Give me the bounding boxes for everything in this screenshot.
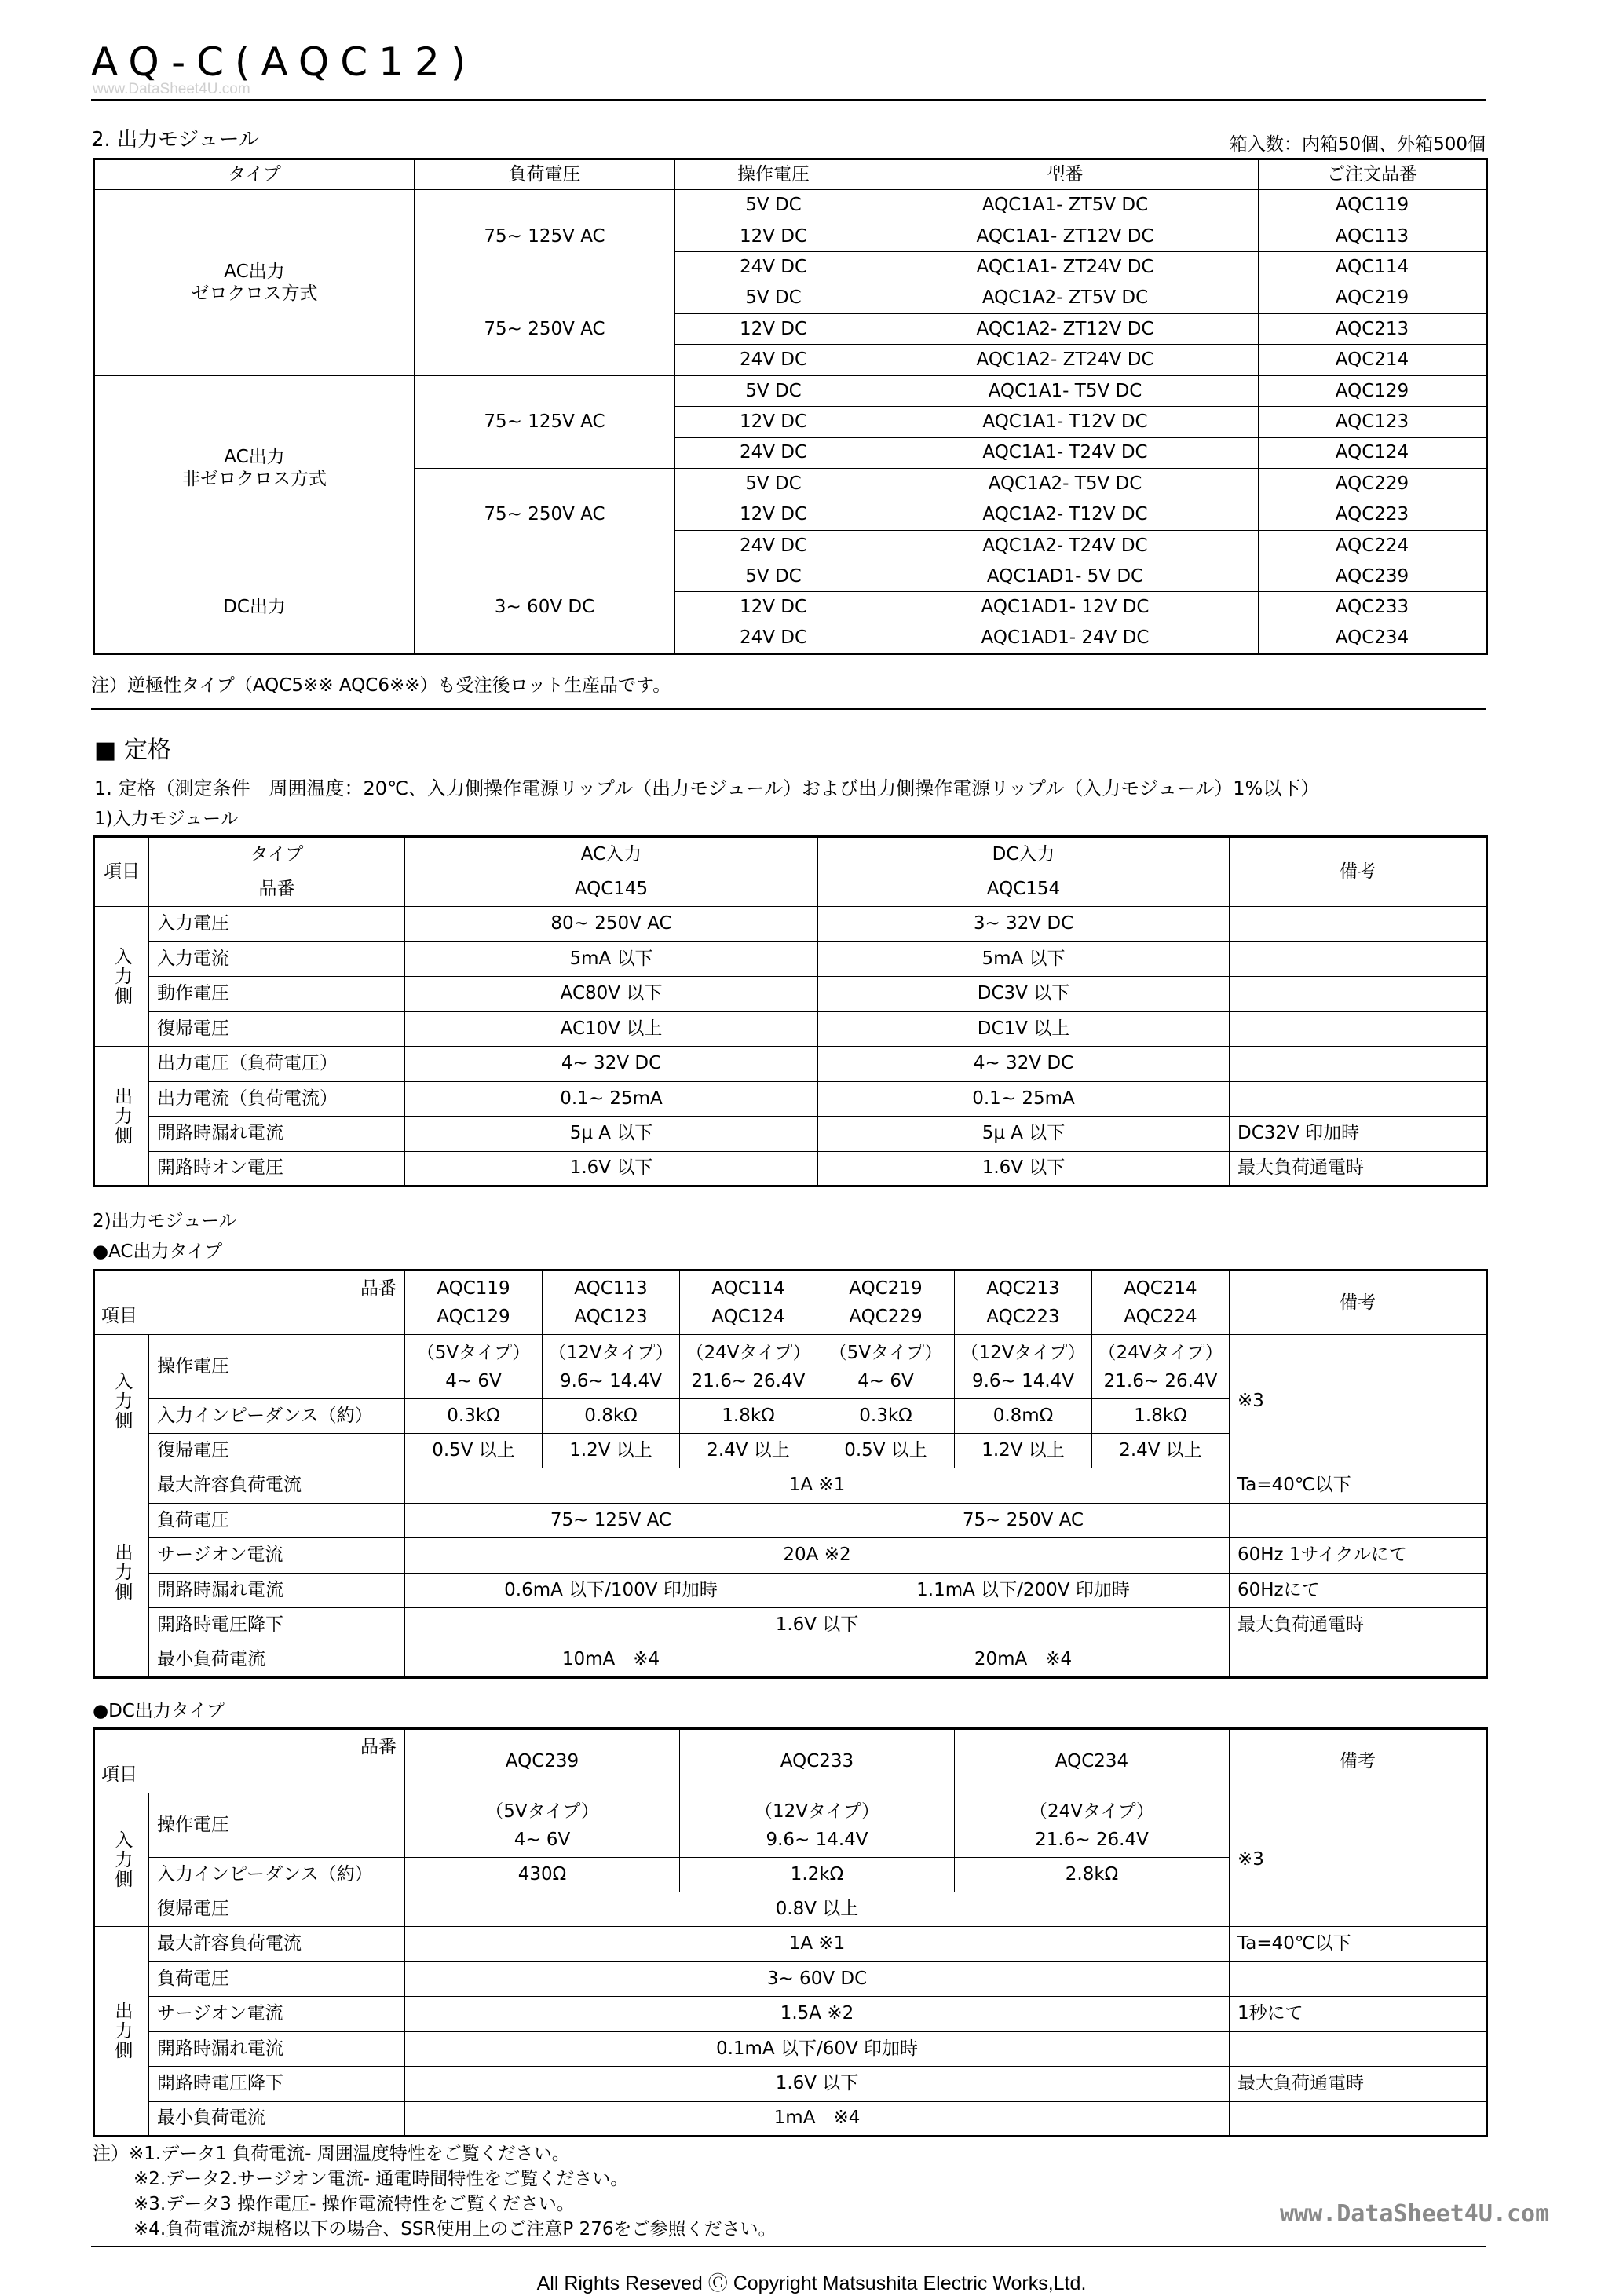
row-label: 最小負荷電流 bbox=[149, 1643, 405, 1678]
row-label: サージオン電流 bbox=[149, 1538, 405, 1574]
item-label: 項目 bbox=[101, 1764, 137, 1786]
op-voltage-cell: 12V DC bbox=[675, 592, 872, 623]
op-voltage-cell bbox=[955, 1335, 1092, 1399]
value-cell: 1mA ※4 bbox=[405, 2101, 1230, 2137]
op-voltage-cell: 5V DC bbox=[675, 561, 872, 592]
model-cell: AQC1A1- T5V DC bbox=[872, 375, 1259, 406]
remark-cell bbox=[1230, 1643, 1487, 1678]
cell-line: （5Vタイプ） bbox=[416, 1342, 531, 1363]
load-voltage-cell: 75~ 250V AC bbox=[415, 468, 675, 561]
op-voltage-cell bbox=[405, 1335, 543, 1399]
cell-line: AQC119 bbox=[437, 1278, 510, 1299]
op-voltage-cell: 5V DC bbox=[675, 283, 872, 313]
item-header: 項目 bbox=[94, 837, 149, 907]
cell-line: AC出力 bbox=[224, 447, 285, 468]
remark-cell bbox=[1230, 2031, 1487, 2067]
part-number: AQC145 bbox=[405, 872, 818, 907]
table-row bbox=[94, 1468, 1487, 1504]
table-row bbox=[94, 1117, 1487, 1152]
value-cell: 0.6mA 以下/100V 印加時 bbox=[405, 1573, 817, 1608]
order-number-cell: AQC119 bbox=[1259, 190, 1487, 221]
row-label: 負荷電圧 bbox=[149, 1961, 405, 1997]
order-number-cell: AQC223 bbox=[1259, 499, 1487, 530]
type-cell bbox=[94, 375, 415, 561]
order-number-cell: AQC129 bbox=[1259, 375, 1487, 406]
cell-line: AQC214 bbox=[1124, 1278, 1197, 1299]
remark-cell: Ta=40℃以下 bbox=[1230, 1468, 1487, 1504]
value-cell: 1.6V 以下 bbox=[405, 1151, 818, 1186]
row-label: 入力インピーダンス（約） bbox=[149, 1399, 405, 1434]
order-number-cell: AQC239 bbox=[1259, 561, 1487, 592]
op-voltage-cell bbox=[817, 1335, 955, 1399]
row-label: 開路時オン電圧 bbox=[149, 1151, 405, 1186]
table-row bbox=[94, 837, 1487, 872]
footer-rule bbox=[91, 2246, 1486, 2247]
table-row bbox=[94, 375, 1487, 406]
value-cell: 0.1mA 以下/60V 印加時 bbox=[405, 2031, 1230, 2067]
row-label: 開路時電圧降下 bbox=[149, 1608, 405, 1643]
op-voltage-cell: 24V DC bbox=[675, 345, 872, 375]
part-number bbox=[817, 1270, 955, 1335]
side-label: 出力側 bbox=[94, 1927, 149, 2137]
impedance-cell: 0.3kΩ bbox=[405, 1399, 543, 1434]
cell-line: AQC213 bbox=[986, 1278, 1060, 1299]
impedance-cell: 1.2kΩ bbox=[680, 1858, 955, 1892]
type-cell bbox=[94, 190, 415, 375]
table-row bbox=[94, 2031, 1487, 2067]
op-voltage-cell bbox=[955, 1793, 1230, 1858]
op-voltage-cell: 24V DC bbox=[675, 252, 872, 283]
op-voltage-cell: 24V DC bbox=[675, 437, 872, 468]
cell-line: AQC129 bbox=[437, 1307, 510, 1327]
value-cell: DC3V 以下 bbox=[818, 977, 1230, 1012]
model-cell: AQC1AD1- 24V DC bbox=[872, 623, 1259, 653]
section-rule-1 bbox=[91, 708, 1486, 710]
part-number bbox=[405, 1270, 543, 1335]
value-cell: 0.1~ 25mA bbox=[405, 1081, 818, 1117]
model-cell: AQC1A1- ZT5V DC bbox=[872, 190, 1259, 221]
remark-cell bbox=[1230, 1961, 1487, 1997]
table-row bbox=[94, 1793, 1487, 1858]
recovery-voltage-cell: 1.2V 以上 bbox=[543, 1434, 680, 1468]
model-cell: AQC1AD1- 12V DC bbox=[872, 592, 1259, 623]
output-module-table bbox=[93, 158, 1488, 655]
cell-line: 9.6~ 14.4V bbox=[766, 1829, 868, 1850]
type-label: タイプ bbox=[149, 837, 405, 872]
row-label: 入力インピーダンス（約） bbox=[149, 1858, 405, 1892]
row-label: 復帰電圧 bbox=[149, 1434, 405, 1468]
impedance-cell: 2.8kΩ bbox=[955, 1858, 1230, 1892]
column-header: 操作電圧 bbox=[675, 159, 872, 190]
value-cell: 1.6V 以下 bbox=[405, 2067, 1230, 2102]
remark-cell: ※3 bbox=[1230, 1335, 1487, 1468]
row-label: 負荷電圧 bbox=[149, 1503, 405, 1538]
table-row bbox=[94, 1538, 1487, 1574]
cell-line: （12Vタイプ） bbox=[548, 1342, 674, 1363]
impedance-cell: 430Ω bbox=[405, 1858, 680, 1892]
cell-line: ゼロクロス方式 bbox=[191, 283, 318, 305]
input-module-table bbox=[93, 835, 1488, 1187]
packing-note: 箱入数：内箱50個、外箱500個 bbox=[1229, 134, 1486, 155]
cell-line: 4~ 6V bbox=[514, 1829, 571, 1850]
type-ac-input: AC入力 bbox=[405, 837, 818, 872]
remark-header: 備考 bbox=[1230, 837, 1487, 907]
part-number: AQC154 bbox=[818, 872, 1230, 907]
remark-cell bbox=[1230, 1047, 1487, 1082]
part-label: 品番 bbox=[360, 1737, 397, 1757]
value-cell: 0.1~ 25mA bbox=[818, 1081, 1230, 1117]
row-label: 復帰電圧 bbox=[149, 1011, 405, 1047]
row-label: 入力電圧 bbox=[149, 907, 405, 942]
part-number bbox=[1092, 1270, 1230, 1335]
value-cell: 20A ※2 bbox=[405, 1538, 1230, 1574]
model-cell: AQC1A2- T24V DC bbox=[872, 530, 1259, 561]
model-cell: AQC1A1- T24V DC bbox=[872, 437, 1259, 468]
part-number bbox=[543, 1270, 680, 1335]
remark-cell: 最大負荷通電時 bbox=[1230, 1151, 1487, 1186]
impedance-cell: 0.8mΩ bbox=[955, 1399, 1092, 1434]
part-number: AQC239 bbox=[405, 1729, 680, 1793]
op-voltage-cell: 12V DC bbox=[675, 499, 872, 530]
cell-line: AQC123 bbox=[574, 1307, 648, 1327]
column-header: 型番 bbox=[872, 159, 1259, 190]
cell-line: AQC114 bbox=[711, 1278, 785, 1299]
table-row bbox=[94, 1643, 1487, 1678]
column-header: ご注文品番 bbox=[1259, 159, 1487, 190]
op-voltage-cell: 12V DC bbox=[675, 313, 872, 344]
recovery-voltage-cell: 0.5V 以上 bbox=[405, 1434, 543, 1468]
cell-line: （5Vタイプ） bbox=[485, 1801, 599, 1822]
cell-line: 21.6~ 26.4V bbox=[691, 1370, 806, 1391]
model-cell: AQC1A1- ZT12V DC bbox=[872, 221, 1259, 251]
table-row bbox=[94, 1503, 1487, 1538]
cell-line: AQC223 bbox=[986, 1307, 1060, 1327]
table-row bbox=[94, 190, 1487, 221]
model-cell: AQC1A2- T12V DC bbox=[872, 499, 1259, 530]
op-voltage-cell bbox=[1092, 1335, 1230, 1399]
cell-line: DC出力 bbox=[223, 597, 286, 618]
op-voltage-cell: 12V DC bbox=[675, 221, 872, 251]
reverse-polarity-note: 注）逆極性タイプ（AQC5※※ AQC6※※）も受注後ロット生産品です。 bbox=[91, 675, 671, 696]
remark-cell: 60Hzにて bbox=[1230, 1573, 1487, 1608]
value-cell: 4~ 32V DC bbox=[818, 1047, 1230, 1082]
order-number-cell: AQC113 bbox=[1259, 221, 1487, 251]
value-cell: 1.5A ※2 bbox=[405, 1997, 1230, 2032]
cell-line: 4~ 6V bbox=[857, 1370, 914, 1391]
remark-cell: 1秒にて bbox=[1230, 1997, 1487, 2032]
op-voltage-cell: 5V DC bbox=[675, 468, 872, 499]
watermark-bottom: www.DataSheet4U.com bbox=[1280, 2200, 1550, 2228]
remark-header: 備考 bbox=[1230, 1729, 1487, 1793]
cell-line: AQC113 bbox=[574, 1278, 648, 1299]
order-number-cell: AQC114 bbox=[1259, 252, 1487, 283]
value-cell: 75~ 125V AC bbox=[405, 1503, 817, 1538]
value-cell: 5mA 以下 bbox=[405, 941, 818, 977]
row-label: 操作電圧 bbox=[149, 1335, 405, 1399]
value-cell: 1A ※1 bbox=[405, 1468, 1230, 1504]
part-label: 品番 bbox=[360, 1278, 397, 1299]
part-item-header bbox=[94, 1729, 405, 1793]
cell-line: （5Vタイプ） bbox=[828, 1342, 943, 1363]
row-label: 最大許容負荷電流 bbox=[149, 1468, 405, 1504]
part-label: 品番 bbox=[149, 872, 405, 907]
cell-line: 21.6~ 26.4V bbox=[1035, 1829, 1149, 1850]
op-voltage-cell bbox=[405, 1793, 680, 1858]
table-row bbox=[94, 1011, 1487, 1047]
model-cell: AQC1A1- ZT24V DC bbox=[872, 252, 1259, 283]
order-number-cell: AQC234 bbox=[1259, 623, 1487, 653]
remark-cell: 最大負荷通電時 bbox=[1230, 1608, 1487, 1643]
model-cell: AQC1A2- T5V DC bbox=[872, 468, 1259, 499]
table-row bbox=[94, 1608, 1487, 1643]
load-voltage-cell: 75~ 125V AC bbox=[415, 190, 675, 283]
value-cell: DC1V 以上 bbox=[818, 1011, 1230, 1047]
value-cell: 1.6V 以下 bbox=[818, 1151, 1230, 1186]
cell-line: AQC124 bbox=[711, 1307, 785, 1327]
part-number: AQC234 bbox=[955, 1729, 1230, 1793]
cell-line: （24Vタイプ） bbox=[1029, 1801, 1155, 1822]
impedance-cell: 0.8kΩ bbox=[543, 1399, 680, 1434]
output-module-title: 2)出力モジュール bbox=[93, 1211, 237, 1231]
rating-note-3: ※3.データ3 操作電圧- 操作電流特性をご覧ください。 bbox=[133, 2194, 575, 2214]
value-cell: 80~ 250V AC bbox=[405, 907, 818, 942]
type-dc-input: DC入力 bbox=[818, 837, 1230, 872]
ratings-conditions: 1. 定格（測定条件 周囲温度：20℃、入力側操作電源リップル（出力モジュール）および出力側操作電源リップル（入力モジュール）1%以下） bbox=[94, 777, 1320, 799]
table-row bbox=[94, 941, 1487, 977]
value-cell: 5μ A 以下 bbox=[405, 1117, 818, 1152]
table-row bbox=[94, 907, 1487, 942]
table-row bbox=[94, 1729, 1487, 1793]
cell-line: AQC219 bbox=[849, 1278, 923, 1299]
row-label: 最大許容負荷電流 bbox=[149, 1927, 405, 1962]
value-cell: AC10V 以上 bbox=[405, 1011, 818, 1047]
op-voltage-cell bbox=[680, 1793, 955, 1858]
row-label: 開路時電圧降下 bbox=[149, 2067, 405, 2102]
row-label: 開路時漏れ電流 bbox=[149, 1573, 405, 1608]
cell-line: （12Vタイプ） bbox=[754, 1801, 880, 1822]
rating-note-2: ※2.データ2.サージオン電流- 通電時間特性をご覧ください。 bbox=[133, 2169, 629, 2189]
side-label: 入力側 bbox=[94, 1793, 149, 1927]
side-label: 出力側 bbox=[94, 1047, 149, 1186]
table-row bbox=[94, 1151, 1487, 1186]
order-number-cell: AQC124 bbox=[1259, 437, 1487, 468]
op-voltage-cell: 24V DC bbox=[675, 623, 872, 653]
item-label: 項目 bbox=[101, 1306, 137, 1327]
table-row bbox=[94, 1961, 1487, 1997]
remark-cell bbox=[1230, 1011, 1487, 1047]
load-voltage-cell: 3~ 60V DC bbox=[415, 561, 675, 654]
value-cell: 1A ※1 bbox=[405, 1927, 1230, 1962]
type-cell bbox=[94, 561, 415, 654]
part-number: AQC233 bbox=[680, 1729, 955, 1793]
input-module-title: 1)入力モジュール bbox=[94, 809, 239, 829]
order-number-cell: AQC229 bbox=[1259, 468, 1487, 499]
recovery-voltage-cell: 0.8V 以上 bbox=[405, 1892, 1230, 1927]
cell-line: （24Vタイプ） bbox=[685, 1342, 811, 1363]
value-cell: 10mA ※4 bbox=[405, 1643, 817, 1678]
table-row bbox=[94, 977, 1487, 1012]
remark-cell bbox=[1230, 1503, 1487, 1538]
row-label: 復帰電圧 bbox=[149, 1892, 405, 1927]
table-row bbox=[94, 1270, 1487, 1335]
side-label: 入力側 bbox=[94, 1335, 149, 1468]
remark-header: 備考 bbox=[1230, 1270, 1487, 1335]
section-output-title: 2. 出力モジュール bbox=[91, 128, 260, 152]
cell-line: AC出力 bbox=[224, 261, 285, 283]
dc-output-table bbox=[93, 1727, 1488, 2137]
part-number bbox=[680, 1270, 817, 1335]
table-row bbox=[94, 1335, 1487, 1399]
value-cell: 75~ 250V AC bbox=[817, 1503, 1230, 1538]
rating-note-1: 注）※1.データ1 負荷電流- 周囲温度特性をご覧ください。 bbox=[93, 2144, 570, 2164]
part-item-header bbox=[94, 1270, 405, 1335]
op-voltage-cell bbox=[680, 1335, 817, 1399]
value-cell: 1.1mA 以下/200V 印加時 bbox=[817, 1573, 1230, 1608]
cell-line: 9.6~ 14.4V bbox=[971, 1370, 1075, 1391]
table-row bbox=[94, 1927, 1487, 1962]
row-label: 動作電圧 bbox=[149, 977, 405, 1012]
remark-cell: DC32V 印加時 bbox=[1230, 1117, 1487, 1152]
value-cell: AC80V 以下 bbox=[405, 977, 818, 1012]
table-row bbox=[94, 2067, 1487, 2102]
rating-note-4: ※4.負荷電流が規格以下の場合、SSR使用上のご注意P 276をご参照ください。 bbox=[133, 2219, 777, 2239]
order-number-cell: AQC233 bbox=[1259, 592, 1487, 623]
order-number-cell: AQC224 bbox=[1259, 530, 1487, 561]
table-row bbox=[94, 1047, 1487, 1082]
cell-line: 非ゼロクロス方式 bbox=[182, 469, 327, 490]
remark-cell bbox=[1230, 977, 1487, 1012]
remark-cell bbox=[1230, 941, 1487, 977]
table-row bbox=[94, 1081, 1487, 1117]
table-row bbox=[94, 561, 1487, 592]
ratings-heading: ■ 定格 bbox=[94, 737, 171, 764]
value-cell: 5mA 以下 bbox=[818, 941, 1230, 977]
column-header: 負荷電圧 bbox=[415, 159, 675, 190]
model-cell: AQC1A2- ZT12V DC bbox=[872, 313, 1259, 344]
row-label: 最小負荷電流 bbox=[149, 2101, 405, 2137]
recovery-voltage-cell: 2.4V 以上 bbox=[680, 1434, 817, 1468]
cell-line: 9.6~ 14.4V bbox=[559, 1370, 663, 1391]
model-cell: AQC1A1- T12V DC bbox=[872, 407, 1259, 437]
load-voltage-cell: 75~ 125V AC bbox=[415, 375, 675, 468]
side-label: 出力側 bbox=[94, 1468, 149, 1678]
header-rule bbox=[91, 99, 1486, 101]
cell-line: （12Vタイプ） bbox=[960, 1342, 1086, 1363]
remark-cell: 最大負荷通電時 bbox=[1230, 2067, 1487, 2102]
dc-output-type-title: ●DC出力タイプ bbox=[93, 1701, 225, 1721]
ac-output-type-title: ●AC出力タイプ bbox=[93, 1241, 223, 1262]
model-cell: AQC1A2- ZT24V DC bbox=[872, 345, 1259, 375]
op-voltage-cell: 5V DC bbox=[675, 190, 872, 221]
copyright: All Rights Reseved Ⓒ Copyright Matsushita Electric Works,Ltd. bbox=[536, 2272, 1087, 2294]
row-label: 出力電圧（負荷電圧） bbox=[149, 1047, 405, 1082]
remark-cell bbox=[1230, 2101, 1487, 2137]
load-voltage-cell: 75~ 250V AC bbox=[415, 283, 675, 375]
row-label: サージオン電流 bbox=[149, 1997, 405, 2032]
cell-line: 4~ 6V bbox=[445, 1370, 502, 1391]
order-number-cell: AQC213 bbox=[1259, 313, 1487, 344]
recovery-voltage-cell: 2.4V 以上 bbox=[1092, 1434, 1230, 1468]
watermark-top: www.DataSheet4U.com bbox=[93, 81, 250, 97]
row-label: 操作電圧 bbox=[149, 1793, 405, 1858]
cell-line: AQC229 bbox=[849, 1307, 923, 1327]
value-cell: 20mA ※4 bbox=[817, 1643, 1230, 1678]
side-label: 入力側 bbox=[94, 907, 149, 1047]
row-label: 入力電流 bbox=[149, 941, 405, 977]
value-cell: 3~ 32V DC bbox=[818, 907, 1230, 942]
cell-line: AQC224 bbox=[1124, 1307, 1197, 1327]
recovery-voltage-cell: 0.5V 以上 bbox=[817, 1434, 955, 1468]
table-row bbox=[94, 1997, 1487, 2032]
impedance-cell: 1.8kΩ bbox=[1092, 1399, 1230, 1434]
remark-cell: ※3 bbox=[1230, 1793, 1487, 1927]
value-cell: 3~ 60V DC bbox=[405, 1961, 1230, 1997]
order-number-cell: AQC214 bbox=[1259, 345, 1487, 375]
remark-cell bbox=[1230, 1081, 1487, 1117]
value-cell: 1.6V 以下 bbox=[405, 1608, 1230, 1643]
row-label: 開路時漏れ電流 bbox=[149, 2031, 405, 2067]
model-cell: AQC1A2- ZT5V DC bbox=[872, 283, 1259, 313]
op-voltage-cell bbox=[543, 1335, 680, 1399]
table-row bbox=[94, 159, 1487, 190]
ac-output-table bbox=[93, 1269, 1488, 1679]
row-label: 出力電流（負荷電流） bbox=[149, 1081, 405, 1117]
remark-cell: 60Hz 1サイクルにて bbox=[1230, 1538, 1487, 1574]
op-voltage-cell: 5V DC bbox=[675, 375, 872, 406]
table-row bbox=[94, 1573, 1487, 1608]
remark-cell bbox=[1230, 907, 1487, 942]
cell-line: 21.6~ 26.4V bbox=[1103, 1370, 1218, 1391]
row-label: 開路時漏れ電流 bbox=[149, 1117, 405, 1152]
value-cell: 4~ 32V DC bbox=[405, 1047, 818, 1082]
value-cell: 5μ A 以下 bbox=[818, 1117, 1230, 1152]
part-number bbox=[955, 1270, 1092, 1335]
impedance-cell: 1.8kΩ bbox=[680, 1399, 817, 1434]
column-header: タイプ bbox=[94, 159, 415, 190]
remark-cell: Ta=40℃以下 bbox=[1230, 1927, 1487, 1962]
recovery-voltage-cell: 1.2V 以上 bbox=[955, 1434, 1092, 1468]
model-cell: AQC1AD1- 5V DC bbox=[872, 561, 1259, 592]
op-voltage-cell: 24V DC bbox=[675, 530, 872, 561]
impedance-cell: 0.3kΩ bbox=[817, 1399, 955, 1434]
table-row bbox=[94, 2101, 1487, 2137]
cell-line: （24Vタイプ） bbox=[1098, 1342, 1223, 1363]
op-voltage-cell: 12V DC bbox=[675, 407, 872, 437]
page-title: AQ-C(AQC12) bbox=[91, 39, 477, 85]
order-number-cell: AQC123 bbox=[1259, 407, 1487, 437]
order-number-cell: AQC219 bbox=[1259, 283, 1487, 313]
